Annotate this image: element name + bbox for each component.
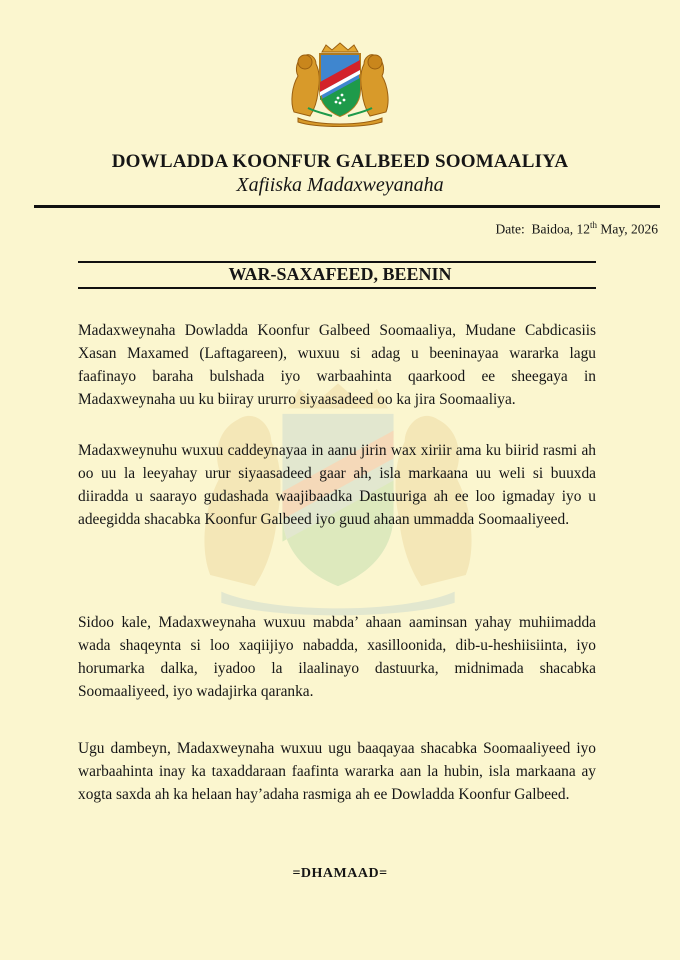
- office-name: Xafiiska Madaxweyanaha: [236, 174, 444, 196]
- closing-mark: =DHAMAAD=: [292, 866, 388, 881]
- date-suffix: th: [589, 220, 597, 230]
- paragraph-3: Sidoo kale, Madaxweynaha wuxuu mabda’ ahaan aaminsan yahay muhiimadda wada shaqeynta si loo xaqiijiyo nabadda, xasilloonida, dib-u-heshiisiinta, iyo horumarka dalka, iyadoo la ilaalinayo dastuurka, midnimada shacabka Soomaaliyeed, iyo wadajirka qaranka.: [78, 614, 596, 700]
- date-place: Baidoa,: [531, 221, 574, 237]
- paragraph-2: Madaxweynuhu wuxuu caddeynayaa in aanu jirin wax xiriir ama ku biirid rasmi ah oo uu la leeyahay urur siyaasadeed gaar ah, isla markaana uu weli si buuxda diiradda u saarayo gudashada waajibaadka Dastuuriga ah ee loo igmaday iyo u adeegidda shacabka Koonfur Galbeed iyo guud ahaan ummadda Soomaaliyeed.: [78, 442, 596, 528]
- title-divider-bottom: [78, 287, 596, 289]
- paragraph-4: Ugu dambeyn, Madaxweynaha wuxuu ugu baaqayaa shacabka Soomaaliyeed iyo warbaahinta inay ka taxaddaraan faafinta wararka aan la hubin, isla markaana ay xogta saxda ah ka helaan hay’adaha rasmiga ah ee Dowladda Koonfur Galbeed.: [78, 740, 596, 803]
- date-label: Date:: [495, 221, 525, 237]
- paragraph-1: Madaxweynaha Dowladda Koonfur Galbeed Soomaaliya, Mudane Cabdicasiis Xasan Maxamed (Laftagareen), wuxuu si adag u beeninayaa wararka lagu faafinayo baraha bulshada iyo warbaahinta qaarkood ee sheegaya in Madaxweynaha uu ku biiray ururro siyaasadeed oo ka jira Soomaaliya.: [78, 322, 596, 408]
- document-date: [495, 220, 658, 238]
- document-title: WAR-SAXAFEED, BEENIN: [228, 264, 452, 284]
- government-name: DOWLADDA KOONFUR GALBEED SOOMAALIYA: [111, 151, 569, 172]
- coat-of-arms-icon: [286, 42, 394, 128]
- title-divider-top: [78, 261, 596, 263]
- date-rest: May, 2026: [600, 221, 658, 237]
- header-divider: [34, 205, 660, 208]
- date-day: 12: [576, 221, 590, 237]
